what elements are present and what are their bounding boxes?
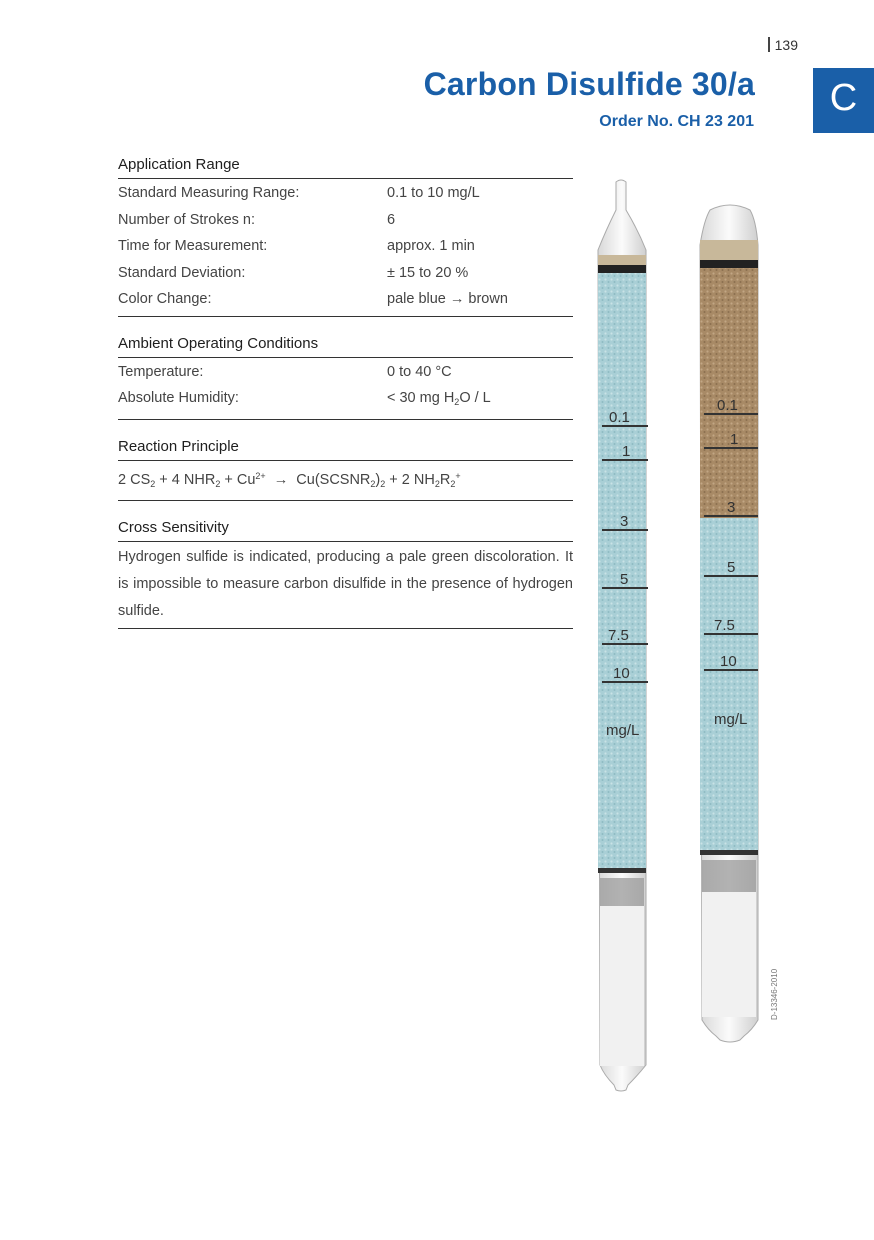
reaction-formula: 2 $CS_2 + 4$ $NHR_2 + Cu^{2+}$ → $Cu(SCSNR_2)_2 + 2$ $NH_2R_2^+$	[118, 470, 461, 489]
section-title-application-range: Application Range	[118, 156, 573, 179]
page-title: Carbon Disulfide 30/a	[423, 66, 755, 102]
scale-label: 10	[720, 653, 737, 670]
scale-label: 5	[727, 559, 736, 576]
spec-row: Standard Measuring Range: 0.1 to 10 mg/L	[118, 185, 480, 201]
spec-row: Absolute Humidity: < 30 mg $H_2O$ / L	[118, 385, 573, 416]
cross-sensitivity-text: Hydrogen sulfide is indicated, producing a pale green discoloration. It is impossible to measure carbon disulfide in the presence of hydrogen sulfide.	[118, 548, 573, 619]
reaction-formula-row	[118, 461, 573, 501]
scale-label: 7.5	[608, 627, 629, 644]
scale-label: 3	[727, 499, 736, 516]
detector-tube-left	[598, 180, 648, 1091]
scale-label: 5	[620, 571, 629, 588]
spec-row: Number of Strokes n: 6	[118, 211, 396, 228]
chapter-tab: C	[813, 68, 874, 133]
reaction-principle-section	[118, 438, 573, 501]
application-range-section	[118, 156, 573, 317]
ambient-conditions-rows	[118, 358, 573, 420]
cross-sensitivity-section	[118, 519, 573, 629]
scale-label: 1	[730, 431, 739, 448]
spec-row: Temperature: 0 to 40 °C	[118, 363, 452, 380]
spec-row: Standard Deviation: ± 15 to 20 %	[118, 264, 469, 281]
scale-label: 7.5	[714, 617, 735, 634]
humidity-value: < 30 mg $H_2O$ / L	[387, 390, 491, 407]
spec-content	[118, 156, 573, 647]
order-number: Order No. CH 23 201	[599, 113, 754, 130]
scale-label: 1	[622, 443, 631, 460]
scale-label: 3	[620, 513, 629, 530]
section-title-ambient-conditions: Ambient Operating Conditions	[118, 335, 573, 358]
section-title-cross-sensitivity: Cross Sensitivity	[118, 519, 573, 542]
section-title-reaction-principle: Reaction Principle	[118, 438, 573, 461]
scale-label: 0.1	[609, 409, 630, 426]
detector-tubes-photo	[580, 170, 780, 1100]
scale-label: 10	[613, 665, 630, 682]
scale-label: 0.1	[717, 397, 738, 414]
cross-sensitivity-body	[118, 542, 573, 629]
page-number: 139	[768, 37, 798, 53]
spec-row: Color Change: pale blue → brown	[118, 291, 508, 307]
spec-row: Time for Measurement: approx. 1 min	[118, 238, 475, 254]
unit-label: mg/L	[606, 722, 640, 739]
ambient-conditions-section	[118, 335, 573, 420]
unit-label: mg/L	[714, 711, 748, 728]
figure-code: D-13346-2010	[770, 968, 779, 1020]
application-range-rows	[118, 179, 573, 317]
detector-tube-right	[700, 205, 758, 1042]
